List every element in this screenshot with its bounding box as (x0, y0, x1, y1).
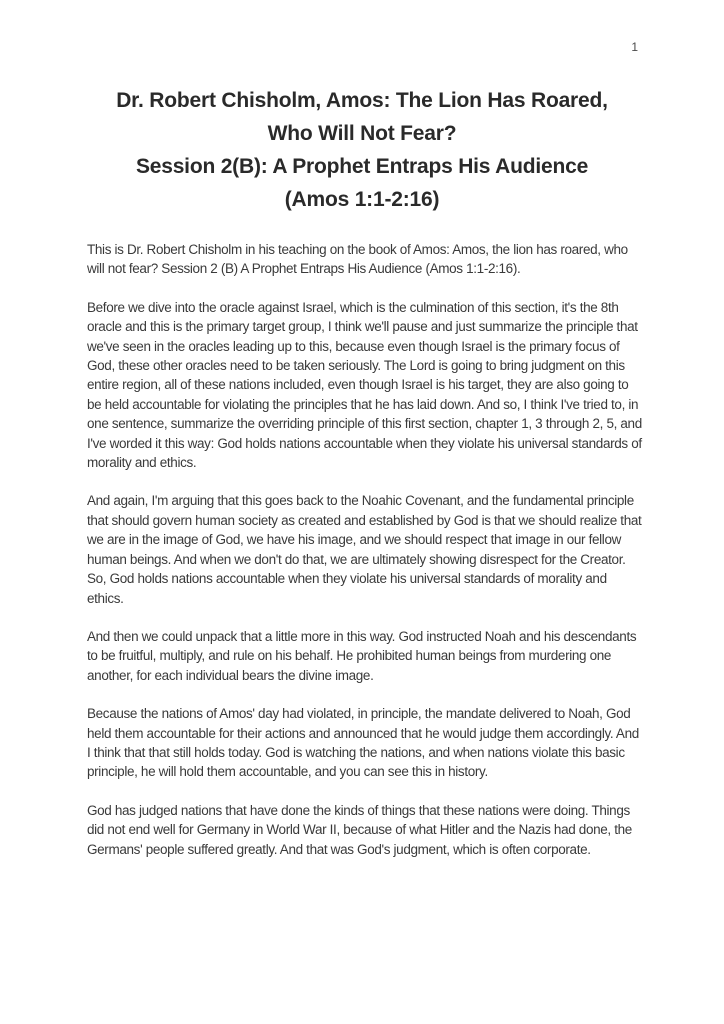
title-line-2: Who Will Not Fear? (267, 122, 457, 145)
document-title (40, 84, 684, 216)
paragraph-intro: This is Dr. Robert Chisholm in his teaching on the book of Amos: Amos, the lion has roared, who will not fear? Session 2 (B) A Prophet Entraps His Audience (Amos 1:1-2:16). (87, 242, 628, 277)
title-line-1: Dr. Robert Chisholm, Amos: The Lion Has Roared, (116, 89, 608, 112)
paragraph-summary-principle: Before we dive into the oracle against Israel, which is the culmination of this section, it's the 8th oracle and this is the primary target group, I think we'll pause and just summarize the principle that we've seen in the oracles leading up to this, because even though Israel is the primary focus of God, these other oracles need to be taken seriously. The Lord is going to bring judgment on this entire region, all of these nations included, even though Israel is his target, they are also going to be held accountable for violating the principles that he has laid down. And so, I think I've tried to, in one sentence, summarize the overriding principle of this first section, chapter 1, 3 through 2, 5, and I've worded it this way: God holds nations accountable when they violate his universal standards of morality and ethics. (87, 299, 642, 471)
page-number: 1 (631, 40, 638, 54)
title-line-4: (Amos 1:1-2:16) (284, 188, 440, 211)
paragraph-judged-nations: God has judged nations that have done the kinds of things that these nations were doing. Things did not end well for Germany in World War II, because of what Hitler and the Nazis had done, the Germans' people suffered greatly. And that was God's judgment, which is often corporate. (87, 802, 632, 857)
paragraph-unpack: And then we could unpack that a little more in this way. God instructed Noah and his descendants to be fruitful, multiply, and rule on his behalf. He prohibited human beings from murdering one another, for each individual bears the divine image. (87, 628, 637, 683)
paragraph-noahic-covenant: And again, I'm arguing that this goes back to the Noahic Covenant, and the fundamental principle that should govern human society as created and established by God is that we should realize that we are in the image of God, we have his image, and we should respect that image in our fellow human beings. And when we don't do that, we are ultimately showing disrespect for the Creator. So, God holds nations accountable when they violate his universal standards of morality and ethics. (87, 493, 642, 606)
title-line-3: Session 2(B): A Prophet Entraps His Audience (135, 155, 589, 178)
paragraph-nations-accountable: Because the nations of Amos' day had violated, in principle, the mandate delivered to Noah, God held them accountable for their actions and announced that he would judge them accordingly. And I think that that still holds today. God is watching the nations, and when nations violate this basic principle, he will hold them accountable, and you can see this in history. (87, 706, 639, 780)
document-body (87, 240, 643, 878)
